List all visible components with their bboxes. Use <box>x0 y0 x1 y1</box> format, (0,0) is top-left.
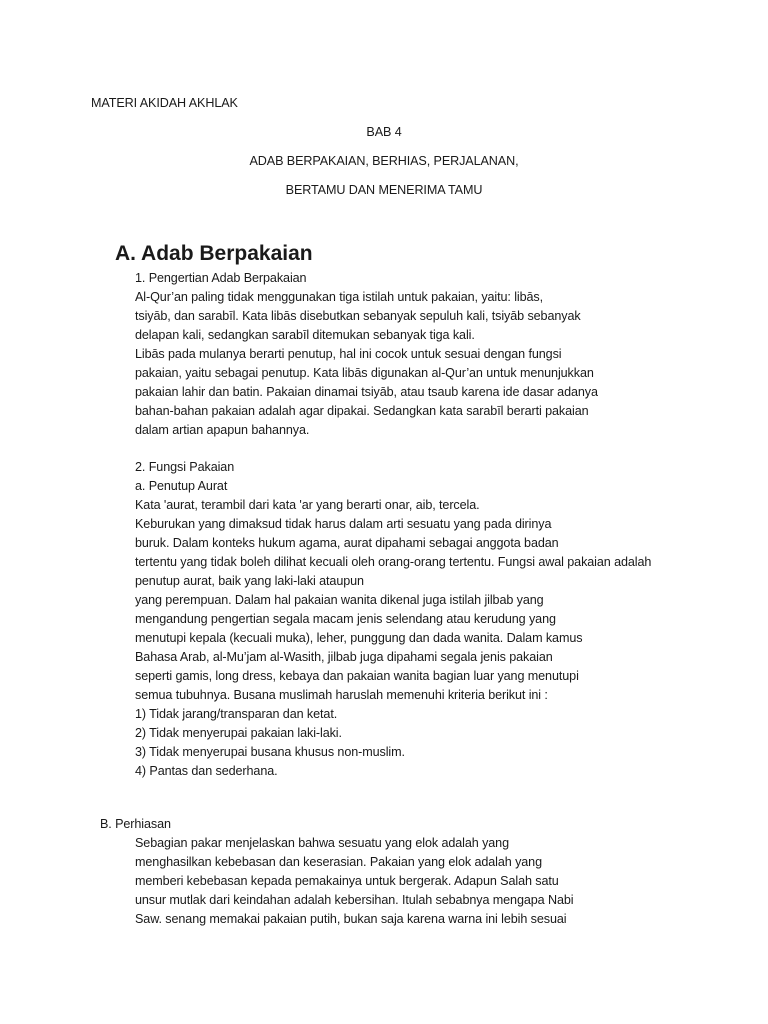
subject-label: MATERI AKIDAH AKHLAK <box>91 96 238 110</box>
paragraph-line: Libās pada mulanya berarti penutup, hal ini cocok untuk sesuai dengan fungsi <box>135 347 562 361</box>
paragraph-line: seperti gamis, long dress, kebaya dan pakaian wanita bagian luar yang menutupi <box>135 669 579 683</box>
paragraph-line: delapan kali, sedangkan sarabīl ditemukan sebanyak tiga kali. <box>135 328 475 342</box>
paragraph-line: Sebagian pakar menjelaskan bahwa sesuatu yang elok adalah yang <box>135 836 509 850</box>
chapter-title-line-2: BERTAMU DAN MENERIMA TAMU <box>285 183 483 197</box>
paragraph-line: penutup aurat, baik yang laki-laki ataupun <box>135 574 364 588</box>
paragraph-line: menutupi kepala (kecuali muka), leher, punggung dan dada wanita. Dalam kamus <box>135 631 583 645</box>
subsection-title: 1. Pengertian Adab Berpakaian <box>135 271 307 285</box>
paragraph-line: Al-Qur’an paling tidak menggunakan tiga istilah untuk pakaian, yaitu: libās, <box>135 290 544 304</box>
paragraph-line: menghasilkan kebebasan dan keserasian. Pakaian yang elok adalah yang <box>135 855 542 869</box>
section-b-heading: B. Perhiasan <box>100 817 171 831</box>
paragraph-line: buruk. Dalam konteks hukum agama, aurat dipahami sebagai anggota badan <box>135 536 559 550</box>
list-item: 1) Tidak jarang/transparan dan ketat. <box>135 707 338 721</box>
paragraph-line: Kata 'aurat, terambil dari kata 'ar yang berarti onar, aib, tercela. <box>135 498 480 512</box>
chapter-label: BAB 4 <box>366 125 402 139</box>
paragraph-line: Saw. senang memakai pakaian putih, bukan saja karena warna ini lebih sesuai <box>135 912 567 926</box>
list-item: 3) Tidak menyerupai busana khusus non-muslim. <box>135 745 405 759</box>
paragraph-line: unsur mutlak dari keindahan adalah kebersihan. Itulah sebabnya mengapa Nabi <box>135 893 574 907</box>
paragraph-line: tsiyāb, dan sarabīl. Kata libās disebutkan sebanyak sepuluh kali, tsiyāb sebanyak <box>135 309 581 323</box>
list-item: 4) Pantas dan sederhana. <box>135 764 278 778</box>
paragraph-line: bahan-bahan pakaian adalah agar dipakai. Sedangkan kata sarabīl berarti pakaian <box>135 404 589 418</box>
paragraph-line: tertentu yang tidak boleh dilihat kecuali oleh orang-orang tertentu. Fungsi awal pakaian adalah <box>135 555 652 569</box>
paragraph-line: semua tubuhnya. Busana muslimah haruslah memenuhi kriteria berikut ini : <box>135 688 548 702</box>
paragraph-line: yang perempuan. Dalam hal pakaian wanita dikenal juga istilah jilbab yang <box>135 593 544 607</box>
paragraph-line: pakaian, yaitu sebagai penutup. Kata libās digunakan al-Qur’an untuk menunjukkan <box>135 366 594 380</box>
subsection-point: a. Penutup Aurat <box>135 479 228 493</box>
section-a-heading: A. Adab Berpakaian <box>115 242 313 265</box>
subsection-title: 2. Fungsi Pakaian <box>135 460 235 474</box>
paragraph-line: Keburukan yang dimaksud tidak harus dalam arti sesuatu yang pada dirinya <box>135 517 552 531</box>
paragraph-line: dalam artian apapun bahannya. <box>135 423 310 437</box>
paragraph-line: memberi kebebasan kepada pemakainya untuk bergerak. Adapun Salah satu <box>135 874 559 888</box>
list-item: 2) Tidak menyerupai pakaian laki-laki. <box>135 726 342 740</box>
paragraph-line: mengandung pengertian segala macam jenis selendang atau kerudung yang <box>135 612 556 626</box>
paragraph-line: pakaian lahir dan batin. Pakaian dinamai tsiyāb, atau tsaub karena ide dasar adanya <box>135 385 598 399</box>
chapter-title-line-1: ADAB BERPAKAIAN, BERHIAS, PERJALANAN, <box>249 154 519 168</box>
paragraph-line: Bahasa Arab, al-Mu’jam al-Wasith, jilbab juga dipahami segala jenis pakaian <box>135 650 553 664</box>
